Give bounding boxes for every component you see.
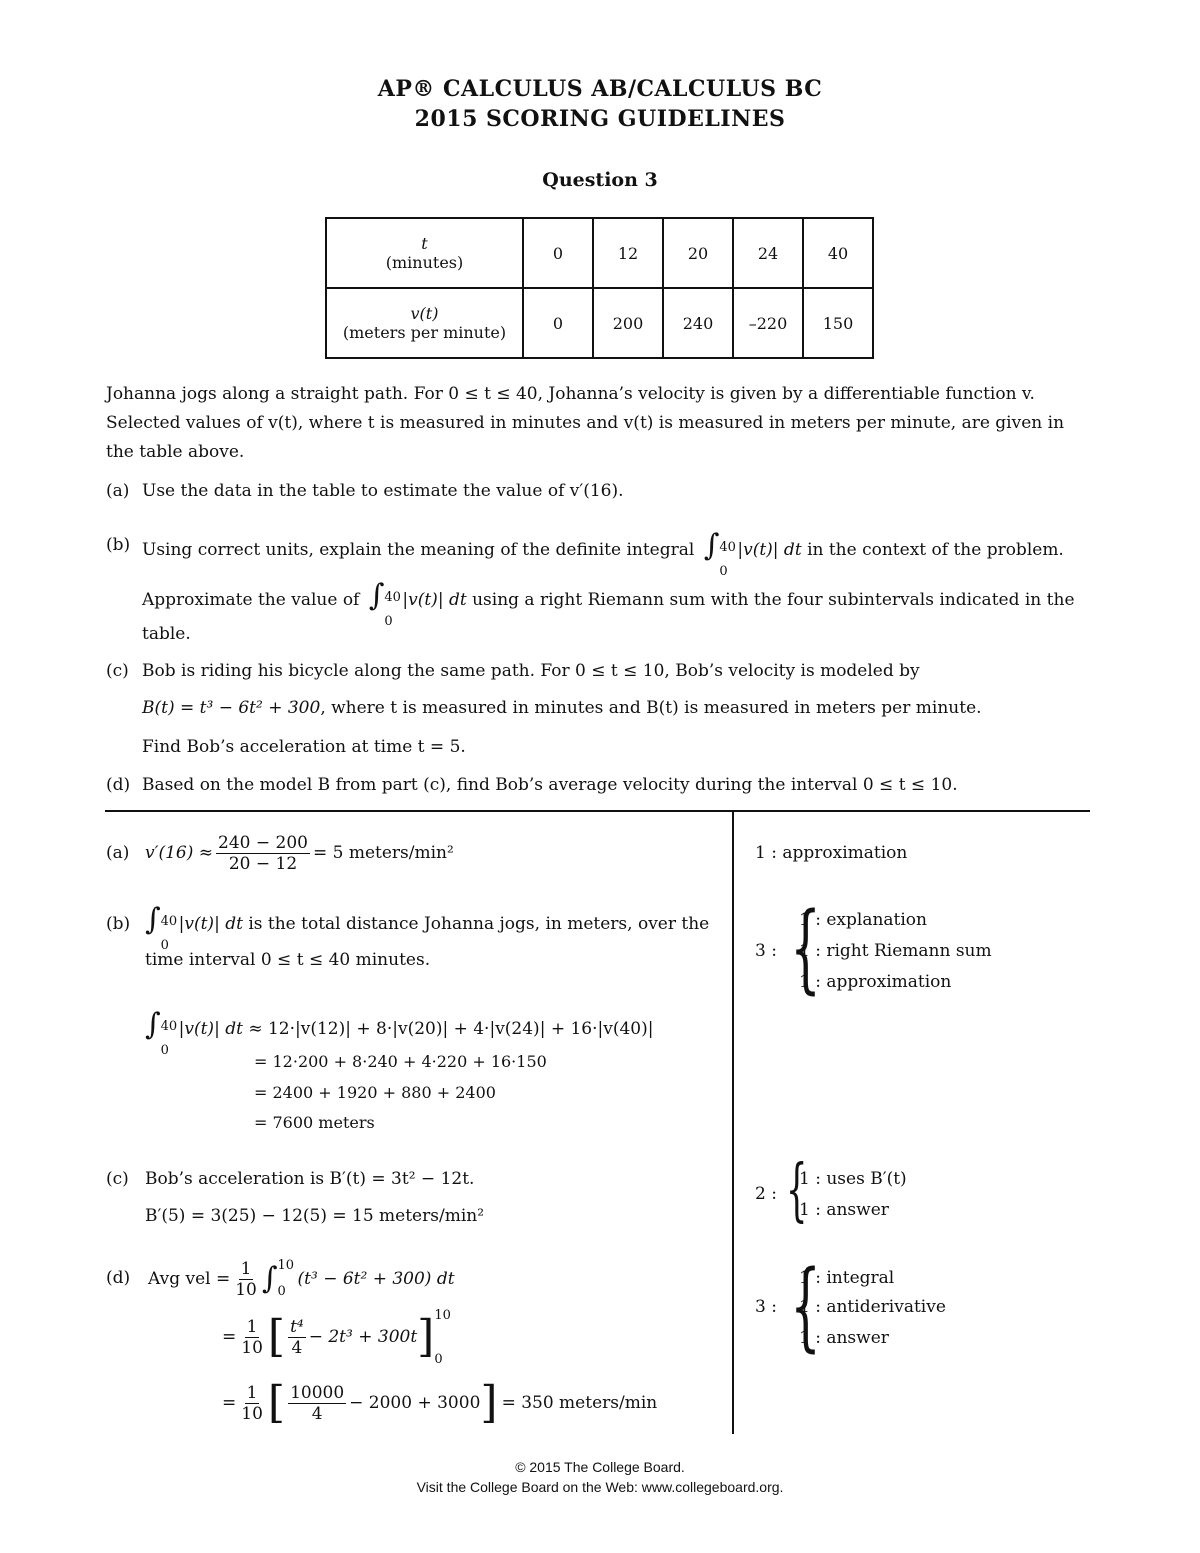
score-d-item: 1 : antiderivative (799, 1297, 946, 1317)
solution-b-line2: time interval 0 ≤ t ≤ 40 minutes. (145, 950, 431, 970)
fraction: $\frac{1}{10}$ (241, 1316, 263, 1358)
score-c-total: 2 : (755, 1184, 777, 1204)
solution-c-line1: Bob’s acceleration is B′(t) = 3t² − 12t. (145, 1169, 475, 1189)
footer-website: Visit the College Board on the Web: www.collegeboard.org. (416, 1479, 784, 1495)
integral-sign: ∫ (145, 1007, 161, 1042)
score-b-item: 1 : explanation (799, 910, 927, 930)
part-c-text-3: Find Bob’s acceleration at time t = 5. (142, 737, 466, 757)
score-d-total: 3 : (755, 1297, 777, 1317)
left-bracket: [ (267, 1377, 286, 1428)
score-b-item: 1 : approximation (799, 972, 952, 992)
question-title: Question 3 (542, 169, 658, 191)
solution-a-label: (a) (106, 843, 130, 863)
score-c-item: 1 : uses B′(t) (799, 1169, 907, 1189)
part-b-text: Using correct units, explain the meaning of the definite integral ∫ 40 0 |v(t)| dt in the context of the problem. (142, 528, 1064, 579)
part-b-label: (b) (106, 535, 131, 555)
table-cell: 20 (663, 218, 733, 288)
score-d-item: 1 : answer (799, 1328, 889, 1348)
solution-d-line1: Avg vel = $\frac{1}{10}$ ∫ 10 0 (t³ − 6t² + 300) dt (148, 1258, 455, 1300)
table-cell: 200 (593, 288, 663, 358)
table-cell: 40 (803, 218, 873, 288)
part-c-text: Bob is riding his bicycle along the same path. For 0 ≤ t ≤ 10, Bob’s velocity is modeled by (142, 661, 920, 681)
score-a: 1 : approximation (755, 843, 908, 863)
right-bracket: ] (480, 1377, 498, 1428)
solution-d-line2: = $\frac{1}{10}$ [ $\frac{\text{t⁴}}{4}$ − 2t³ + 300t ] 10 0 (222, 1308, 451, 1367)
table-cell: 12 (593, 218, 663, 288)
solution-a: v′(16) ≈ $\frac{240 - 200}{20 - 12}$ = 5 meters/min² (145, 832, 454, 874)
fraction: $\frac{\text{t⁴}}{4}$ (290, 1316, 304, 1358)
score-b-item: 1 : right Riemann sum (799, 941, 992, 961)
table-cell: –220 (733, 288, 803, 358)
table-header-cell (326, 218, 523, 288)
part-b-text-2: Approximate the value of ∫ 40 0 |v(t)| dt using a right Riemann sum with the four subintervals indicated in the (142, 578, 1075, 629)
fraction: $\frac{240 - 200}{20 - 12}$ (218, 832, 308, 874)
part-c-text-2: B(t) = t³ − 6t² + 300, where t is measured in minutes and B(t) is measured in meters per minute. (142, 698, 982, 718)
riemann-line: = 2400 + 1920 + 880 + 2400 (254, 1083, 496, 1102)
integral-sign: ∫ (368, 578, 385, 613)
v-units: (meters per minute) (342, 323, 507, 342)
part-c-label: (c) (106, 661, 129, 681)
intro-line: Selected values of v(t), where t is measured in minutes and v(t) is measured in meters per minute, are given in (106, 413, 1065, 433)
table-cell: 150 (803, 288, 873, 358)
table-row (326, 288, 873, 358)
fraction: $\frac{1}{10}$ (235, 1258, 257, 1300)
t-label: t (421, 234, 428, 253)
horizontal-divider (105, 810, 1090, 812)
page-title-line2: 2015 SCORING GUIDELINES (414, 106, 786, 132)
table-header-cell (326, 288, 523, 358)
riemann-sum-line: ∫ 40 0 |v(t)| dt ≈ 12·|v(12)| + 8·|v(20)| + 4·|v(24)| + 16·|v(40)| (145, 1007, 654, 1058)
left-bracket: [ (267, 1311, 286, 1362)
integral-sign: ∫ (703, 528, 720, 563)
score-c-item: 1 : answer (799, 1200, 889, 1220)
part-d-text: Based on the model B from part (c), find Bob’s average velocity during the interval 0 ≤ t ≤ 10. (142, 775, 958, 795)
solution-b-label: (b) (106, 914, 131, 934)
table-cell: 240 (663, 288, 733, 358)
part-d-label: (d) (106, 775, 131, 795)
solution-d-line3: = $\frac{1}{10}$ [ $\frac{10000}{4}$ − 2000 + 3000 ] = 350 meters/min (222, 1377, 658, 1428)
brace-icon: { (790, 1250, 821, 1362)
solution-d-label: (d) (106, 1268, 131, 1288)
right-bracket: ] (417, 1311, 435, 1362)
table-row (326, 218, 873, 288)
riemann-line: = 7600 meters (254, 1113, 375, 1132)
solution-c-label: (c) (106, 1169, 129, 1189)
page-title-line1: AP® CALCULUS AB/CALCULUS BC (377, 76, 823, 102)
intro-line: the table above. (106, 442, 245, 462)
score-d-item: 1 : integral (799, 1268, 895, 1288)
vertical-divider (732, 811, 734, 1434)
intro-line: Johanna jogs along a straight path. For 0 ≤ t ≤ 40, Johanna’s velocity is given by a differentiable function v. (106, 384, 1035, 404)
part-a-text: Use the data in the table to estimate the value of v′(16). (142, 481, 624, 501)
fraction: $\frac{10000}{4}$ (290, 1382, 345, 1424)
integral-sign: ∫ (261, 1261, 278, 1296)
solution-c-line2: B′(5) = 3(25) − 12(5) = 15 meters/min² (145, 1206, 485, 1226)
v-label: v(t) (410, 304, 439, 323)
part-b-text-3: table. (142, 624, 191, 644)
brace-icon: { (785, 1151, 808, 1230)
riemann-line: = 12·200 + 8·240 + 4·220 + 16·150 (254, 1052, 547, 1071)
part-a-label: (a) (106, 481, 130, 501)
table-cell: 0 (523, 288, 593, 358)
solution-b-line1: ∫ 40 0 |v(t)| dt is the total distance Johanna jogs, in meters, over the (145, 902, 710, 953)
integral-sign: ∫ (145, 902, 161, 937)
data-table (325, 217, 874, 359)
footer-copyright: © 2015 The College Board. (515, 1459, 685, 1475)
score-b-total: 3 : (755, 941, 777, 961)
brace-icon: { (790, 892, 821, 1004)
table-cell: 24 (733, 218, 803, 288)
table-cell: 0 (523, 218, 593, 288)
fraction: $\frac{1}{10}$ (241, 1382, 263, 1424)
t-units: (minutes) (385, 253, 464, 272)
